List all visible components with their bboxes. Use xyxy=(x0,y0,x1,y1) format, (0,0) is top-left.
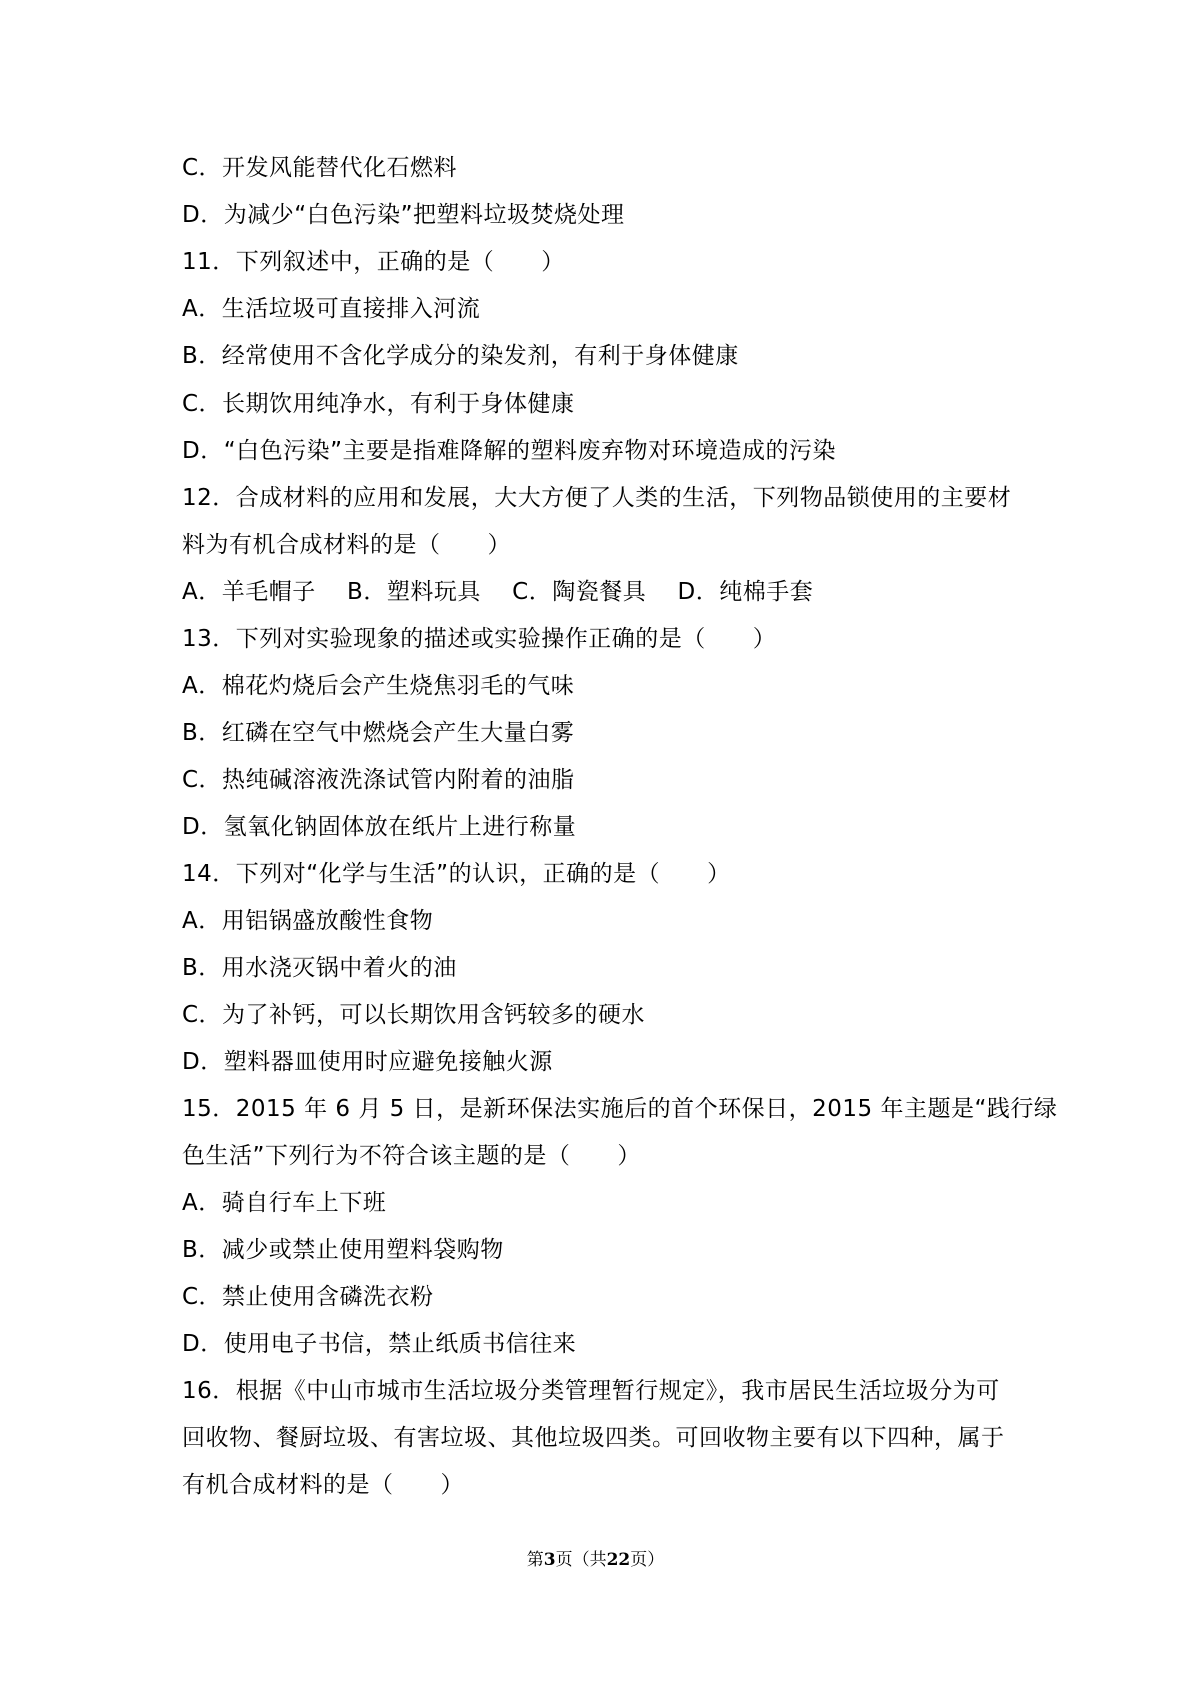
text-line: A．骑自行车上下班 xyxy=(182,1190,387,1216)
question-11: 11．下列叙述中，正确的是（ ） xyxy=(182,249,565,275)
text-line: D．使用电子书信，禁止纸质书信往来 xyxy=(182,1331,577,1357)
text-line: D．塑料器皿使用时应避免接触火源 xyxy=(182,1049,553,1075)
text-line: B．经常使用不含化学成分的染发剂，有利于身体健康 xyxy=(182,343,739,369)
text-line: B．红磷在空气中燃烧会产生大量白雾 xyxy=(182,720,575,746)
text-line: B．用水浇灭锅中着火的油 xyxy=(182,955,457,981)
text-line: A．用铝锅盛放酸性食物 xyxy=(182,908,434,934)
text-line: D．为减少“白色污染”把塑料垃圾焚烧处理 xyxy=(182,202,625,228)
text-line: A．棉花灼烧后会产生烧焦羽毛的气味 xyxy=(182,673,575,699)
text-line: 回收物、餐厨垃圾、有害垃圾、其他垃圾四类。可回收物主要有以下四种，属于 xyxy=(182,1425,1005,1451)
text-line: 色生活”下列行为不符合该主题的是（ ） xyxy=(182,1143,641,1169)
text-line: D．氢氧化钠固体放在纸片上进行称量 xyxy=(182,814,577,840)
text-line: A．生活垃圾可直接排入河流 xyxy=(182,296,481,322)
page-footer xyxy=(0,1548,1191,1572)
text-line: B．减少或禁止使用塑料袋购物 xyxy=(182,1237,504,1263)
footer-suffix: 页） xyxy=(630,1550,665,1570)
question-16: 16．根据《中山市城市生活垃圾分类管理暂行规定》，我市居民生活垃圾分为可 xyxy=(182,1378,1000,1404)
question-14: 14．下列对“化学与生活”的认识，正确的是（ ） xyxy=(182,861,731,887)
text-line: C．热纯碱溶液洗涤试管内附着的油脂 xyxy=(182,767,575,793)
footer-middle: 页（共 xyxy=(555,1550,607,1570)
text-line: C．长期饮用纯净水，有利于身体健康 xyxy=(182,391,575,417)
text-line: 料为有机合成材料的是（ ） xyxy=(182,532,511,558)
page-total: 22 xyxy=(606,1550,631,1570)
question-13: 13．下列对实验现象的描述或实验操作正确的是（ ） xyxy=(182,626,777,652)
text-line: A．羊毛帽子 B．塑料玩具 C．陶瓷餐具 D．纯棉手套 xyxy=(182,579,814,605)
question-12: 12．合成材料的应用和发展，大大方便了人类的生活，下列物品锁使用的主要材 xyxy=(182,485,1012,511)
question-15: 15．2015 年 6 月 5 日，是新环保法实施后的首个环保日，2015 年主题是“践行绿 xyxy=(182,1096,1058,1122)
text-line: C．开发风能替代化石燃料 xyxy=(182,155,458,181)
text-line: D．“白色污染”主要是指难降解的塑料废弃物对环境造成的污染 xyxy=(182,438,837,464)
text-line: 有机合成材料的是（ ） xyxy=(182,1472,464,1498)
text-line: C．禁止使用含磷洗衣粉 xyxy=(182,1284,434,1310)
text-line: C．为了补钙，可以长期饮用含钙较多的硬水 xyxy=(182,1002,646,1028)
page-number: 3 xyxy=(543,1550,556,1570)
footer-prefix: 第 xyxy=(526,1550,544,1570)
